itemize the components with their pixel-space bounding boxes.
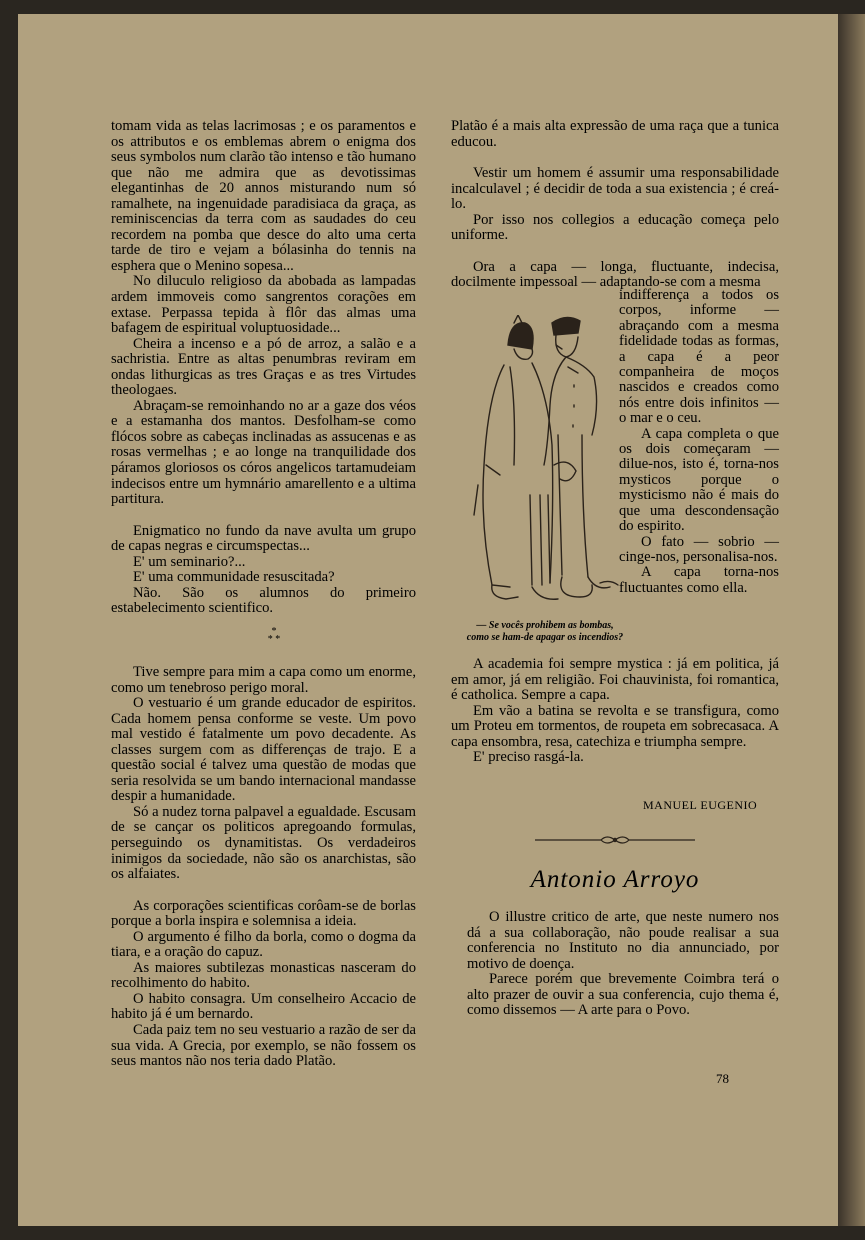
section-divider-stars: * * * bbox=[267, 626, 281, 645]
paragraph: Platão é a mais alta expressão de uma raça que a tunica educou. bbox=[451, 118, 779, 150]
paragraph: As maiores subtilezas monasticas nasceram do recolhimento do habito. bbox=[111, 959, 416, 992]
paragraph: E' preciso rasgá-la. bbox=[473, 749, 584, 766]
paragraph: O argumento é filho da borla, como o dogma da tiara, e a oração do capuz. bbox=[111, 928, 416, 961]
paragraph: Enigmatico no fundo da nave avulta um grupo de capas negras e circumspectas... bbox=[111, 522, 416, 555]
illustration-caption: — Se vocês prohibem as bombas, como se ham-de apagar os incendios? bbox=[466, 620, 624, 643]
right-column-top bbox=[451, 119, 779, 291]
paragraph: Abraçam-se remoinhando no ar a gaze dos véos e a estamanha dos mantos. Desfolham-se como flócos sobre as cabeças inclinadas as assucenas e as rosas vermelhas ; e ao longe na tranquilidade dos páramos gloriosos os córos angelicos tartamudeiam indecisos entre um hymnário amarellento e a ultima partitura. bbox=[111, 397, 416, 508]
paragraph: Ora a capa — longa, fluctuante, indecisa, docilmente impessoal — adaptando-se com a mesma bbox=[451, 258, 779, 291]
paragraph: O habito consagra. Um conselheiro Accacio de habito já é um bernardo. bbox=[111, 990, 416, 1023]
paragraph: E' uma communidade resuscitada? bbox=[133, 569, 335, 586]
paragraph: Vestir um homem é assumir uma responsabilidade incalculavel ; é decidir de toda a sua existencia ; é creá-lo. bbox=[451, 165, 779, 213]
paragraph: A capa completa o que os dois começaram — dilue-nos, isto é, torna-nos mysticos porque o mysticismo não é mais do que uma descondensação do espirito. bbox=[619, 425, 779, 535]
paragraph: Tive sempre para mim a capa como um enorme, como um tenebroso perigo moral. bbox=[111, 663, 416, 696]
paragraph: Só a nudez torna palpavel a egualdade. Escusam de se cançar os politicos apregoando formulas, perseguindo os dynamitistas. Os verdadeiros inimigos da sociedade, não são os anarchistas, são os alfaiates. bbox=[111, 803, 416, 883]
notice-column bbox=[467, 910, 779, 1019]
paragraph: indifferença a todos os corpos, informe — abraçando com a mesma fidelidade todas as formas, a capa é a peor companheira de moços nascidos e creados como nós entre dois infinitos — o mar e o ceu. bbox=[619, 287, 779, 427]
paragraph: No diluculo religioso da abobada as lampadas ardem immoveis como sangrentos corações em extase. Perpassa tepida à flôr das almas uma bafagem de espiritual voluptuosidade... bbox=[111, 273, 416, 337]
right-column-wrap bbox=[619, 288, 779, 596]
page-number: 78 bbox=[716, 1071, 729, 1086]
ornament-divider-icon bbox=[535, 833, 695, 847]
paragraph: O vestuario é um grande educador de espiritos. Cada homem pensa conforme se veste. Um povo mal vestido é fatalmente um povo decadente. As classes surgem com as differenças de trajo. E a questão social é talvez uma questão de modas que seria resolvida se um bando internacional mandasse despir a humanidade. bbox=[111, 695, 416, 805]
paragraph: O illustre critico de arte, que neste numero nos dá a sua collaboração, não poude realisar a sua conferencia no Instituto no dia annunciado, por motivo de doença. bbox=[467, 909, 779, 972]
paragraph: E' um seminario?... bbox=[133, 553, 246, 570]
author-signature: MANUEL EUGENIO bbox=[643, 798, 758, 812]
paragraph: Em vão a batina se revolta e se transfigura, como um Proteu em tormentos, de roupeta em sobrecasaca. A capa ensombra, resa, catechiza e triumpha sempre. bbox=[451, 702, 779, 750]
two-figures-in-capes-drawing bbox=[470, 315, 620, 620]
paragraph: A capa torna-nos fluctuantes como ella. bbox=[619, 564, 779, 596]
paragraph: Cada paiz tem no seu vestuario a razão de ser da sua vida. A Grecia, por exemplo, se não fossem os seus mantos não nos teria dado Platão. bbox=[111, 1021, 416, 1070]
paragraph: O fato — sobrio — cinge-nos, personalisa-nos. bbox=[619, 533, 779, 565]
paragraph: Parece porém que brevemente Coimbra terá o alto prazer de ouvir a sua conferencia, cujo thema é, como dissemos — A arte para o Povo. bbox=[467, 971, 779, 1019]
paragraph: Cheira a incenso e a pó de arroz, a salão e a sachristia. Entre as altas penumbras reviram em ondas lithurgicas as tres Graças e as tres Virtudes theologaes. bbox=[111, 335, 416, 399]
right-column-bottom bbox=[451, 657, 779, 766]
scan-edge bbox=[838, 14, 865, 1226]
paragraph: tomam vida as telas lacrimosas ; e os paramentos e os attributos e os emblemas abrem o enigma dos seus symbolos num clarão tão intenso e tão humano que não me admira que as devotissimas elegantinhas de 20 annos misturando num só ramalhete, na ingenuidade paradisiaca da graça, as reminiscencias da terra com as saudades do ceu recordem na pomba que desce do alto uma certa tarde de tiro e vejam a bólasinha do tennis na esphera que o Menino sopesa... bbox=[111, 118, 416, 274]
paragraph: Não. São os alumnos do primeiro estabelecimento scientifico. bbox=[111, 584, 416, 617]
article-heading: Antonio Arroyo bbox=[530, 866, 700, 893]
paragraph: As corporações scientificas corôam-se de borlas porque a borla inspira e solemnisa a ideia. bbox=[111, 897, 416, 930]
left-column bbox=[111, 119, 416, 1070]
paragraph: Por isso nos collegios a educação começa pelo uniforme. bbox=[451, 211, 779, 244]
paragraph: A academia foi sempre mystica : já em politica, já em amor, já em religião. Foi chauvinista, foi romantica, é catholica. Sempre a capa. bbox=[451, 656, 779, 704]
